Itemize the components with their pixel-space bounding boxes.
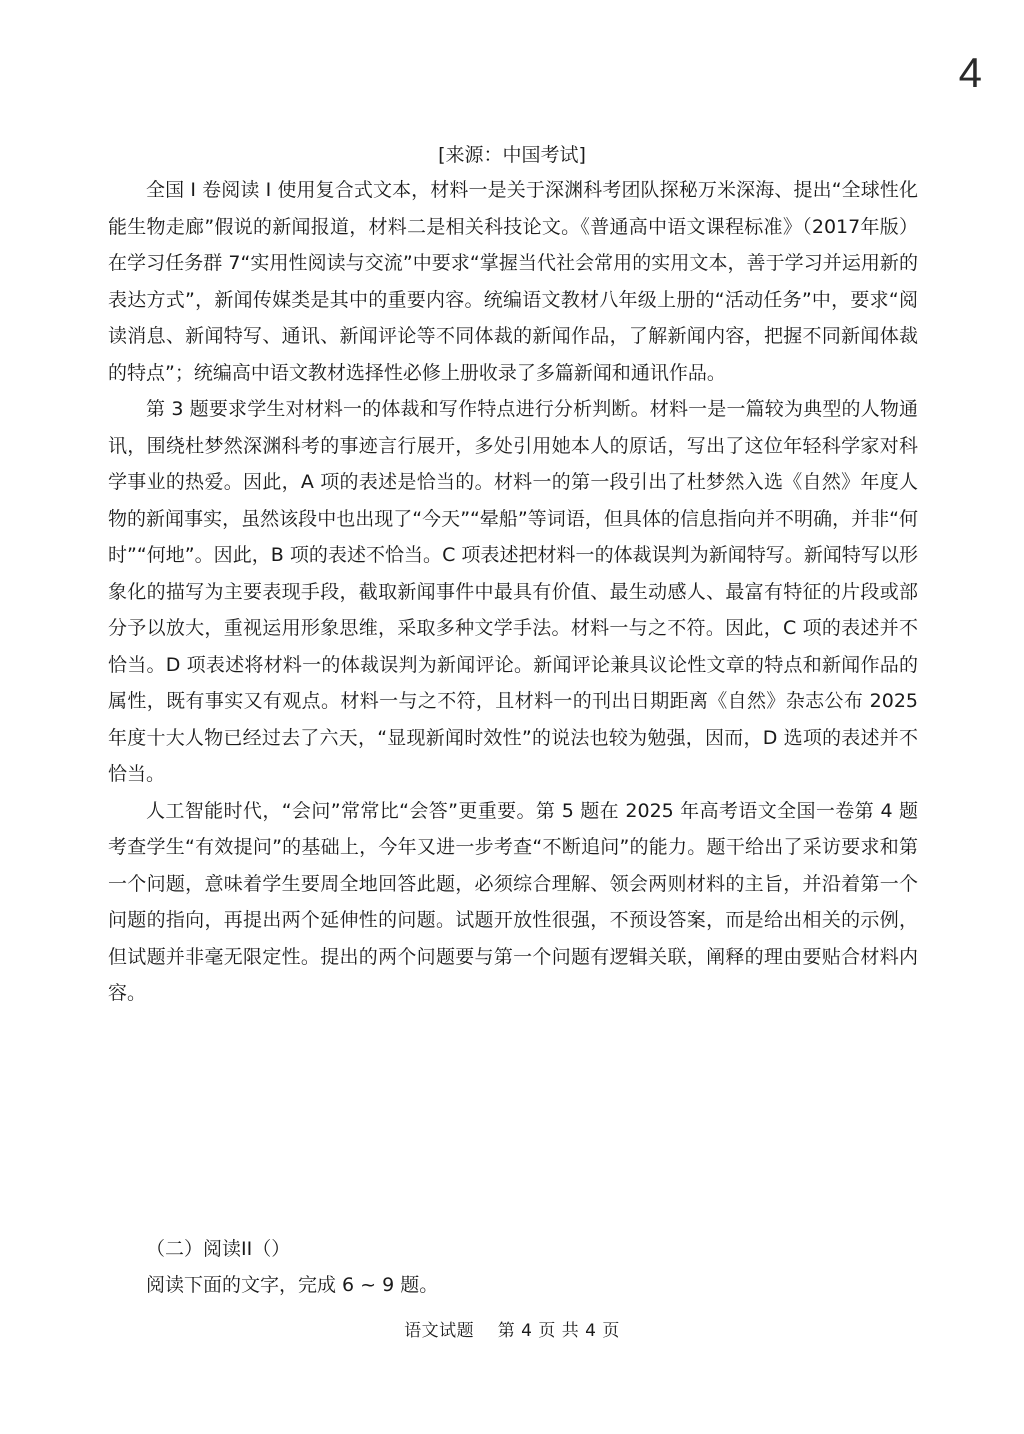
- section-two: [146, 1231, 438, 1303]
- paragraph-2: 第 3 题要求学生对材料一的体裁和写作特点进行分析判断。材料一是一篇较为典型的人物通讯，围绕杜梦然深渊科考的事迹言行展开，多处引用她本人的原话，写出了这位年轻科学家对科学事业的热爱。因此，A 项的表述是恰当的。材料一的第一段引出了杜梦然入选《自然》年度人物的新闻事实，虽然该段中也出现了“今天”“晕船”等词语，但具体的信息指向并不明确，并非“何时”“何地”。因此，B 项的表述不恰当。C 项表述把材料一的体裁误判为新闻特写。新闻特写以形象化的描写为主要表现手段，截取新闻事件中最具有价值、最生动感人、最富有特征的片段或部分予以放大，重视运用形象思维，采取多种文学手法。材料一与之不符。因此，C 项的表述并不恰当。D 项表述将材料一的体裁误判为新闻评论。新闻评论兼具议论性文章的特点和新闻作品的属性，既有事实又有观点。材料一与之不符，且材料一的刊出日期距离《自然》杂志公布 2025 年度十大人物已经过去了六天，“显现新闻时效性”的说法也较为勉强，因而，D 选项的表述并不恰当。: [108, 398, 918, 785]
- paragraph-3: 人工智能时代，“会问”常常比“会答”更重要。第 5 题在 2025 年高考语文全国一卷第 4 题考查学生“有效提问”的基础上，今年又进一步考查“不断追问”的能力。题干给出了采访要求和第一个问题，意味着学生要周全地回答此题，必须综合理解、领会两则材料的主旨，并沿着第一个问题的指向，再提出两个延伸性的问题。试题开放性很强，不预设答案，而是给出相关的示例，但试题并非毫无限定性。提出的两个问题要与第一个问题有逻辑关联，阐释的理由要贴合材料内容。: [108, 799, 918, 1004]
- article-body: [108, 172, 918, 1012]
- source-line: [来源：中国考试]: [438, 144, 586, 166]
- section-two-instruction: 阅读下面的文字，完成 6 ~ 9 题。: [146, 1274, 439, 1296]
- section-two-heading: （二）阅读II（）: [146, 1238, 291, 1260]
- page-footer: [0, 1318, 1024, 1344]
- paragraph-1: 全国 I 卷阅读 I 使用复合式文本，材料一是关于深渊科考团队探秘万米深海、提出“全球性化能生物走廊”假说的新闻报道，材料二是相关科技论文。《普通高中语文课程标准》（2017年版）在学习任务群 7“实用性阅读与交流”中要求“掌握当代社会常用的实用文本，善于学习并运用新的表达方式”，新闻传媒类是其中的重要内容。统编语文教材八年级上册的“活动任务”中，要求“阅读消息、新闻特写、通讯、新闻评论等不同体裁的新闻作品，了解新闻内容，把握不同新闻体裁的特点”；统编高中语文教材选择性必修上册收录了多篇新闻和通讯作品。: [108, 179, 918, 384]
- corner-page-number: 4: [958, 49, 982, 96]
- footer-subject: 语文试题: [404, 1321, 475, 1341]
- footer-page-info: 第 4 页 共 4 页: [497, 1321, 620, 1341]
